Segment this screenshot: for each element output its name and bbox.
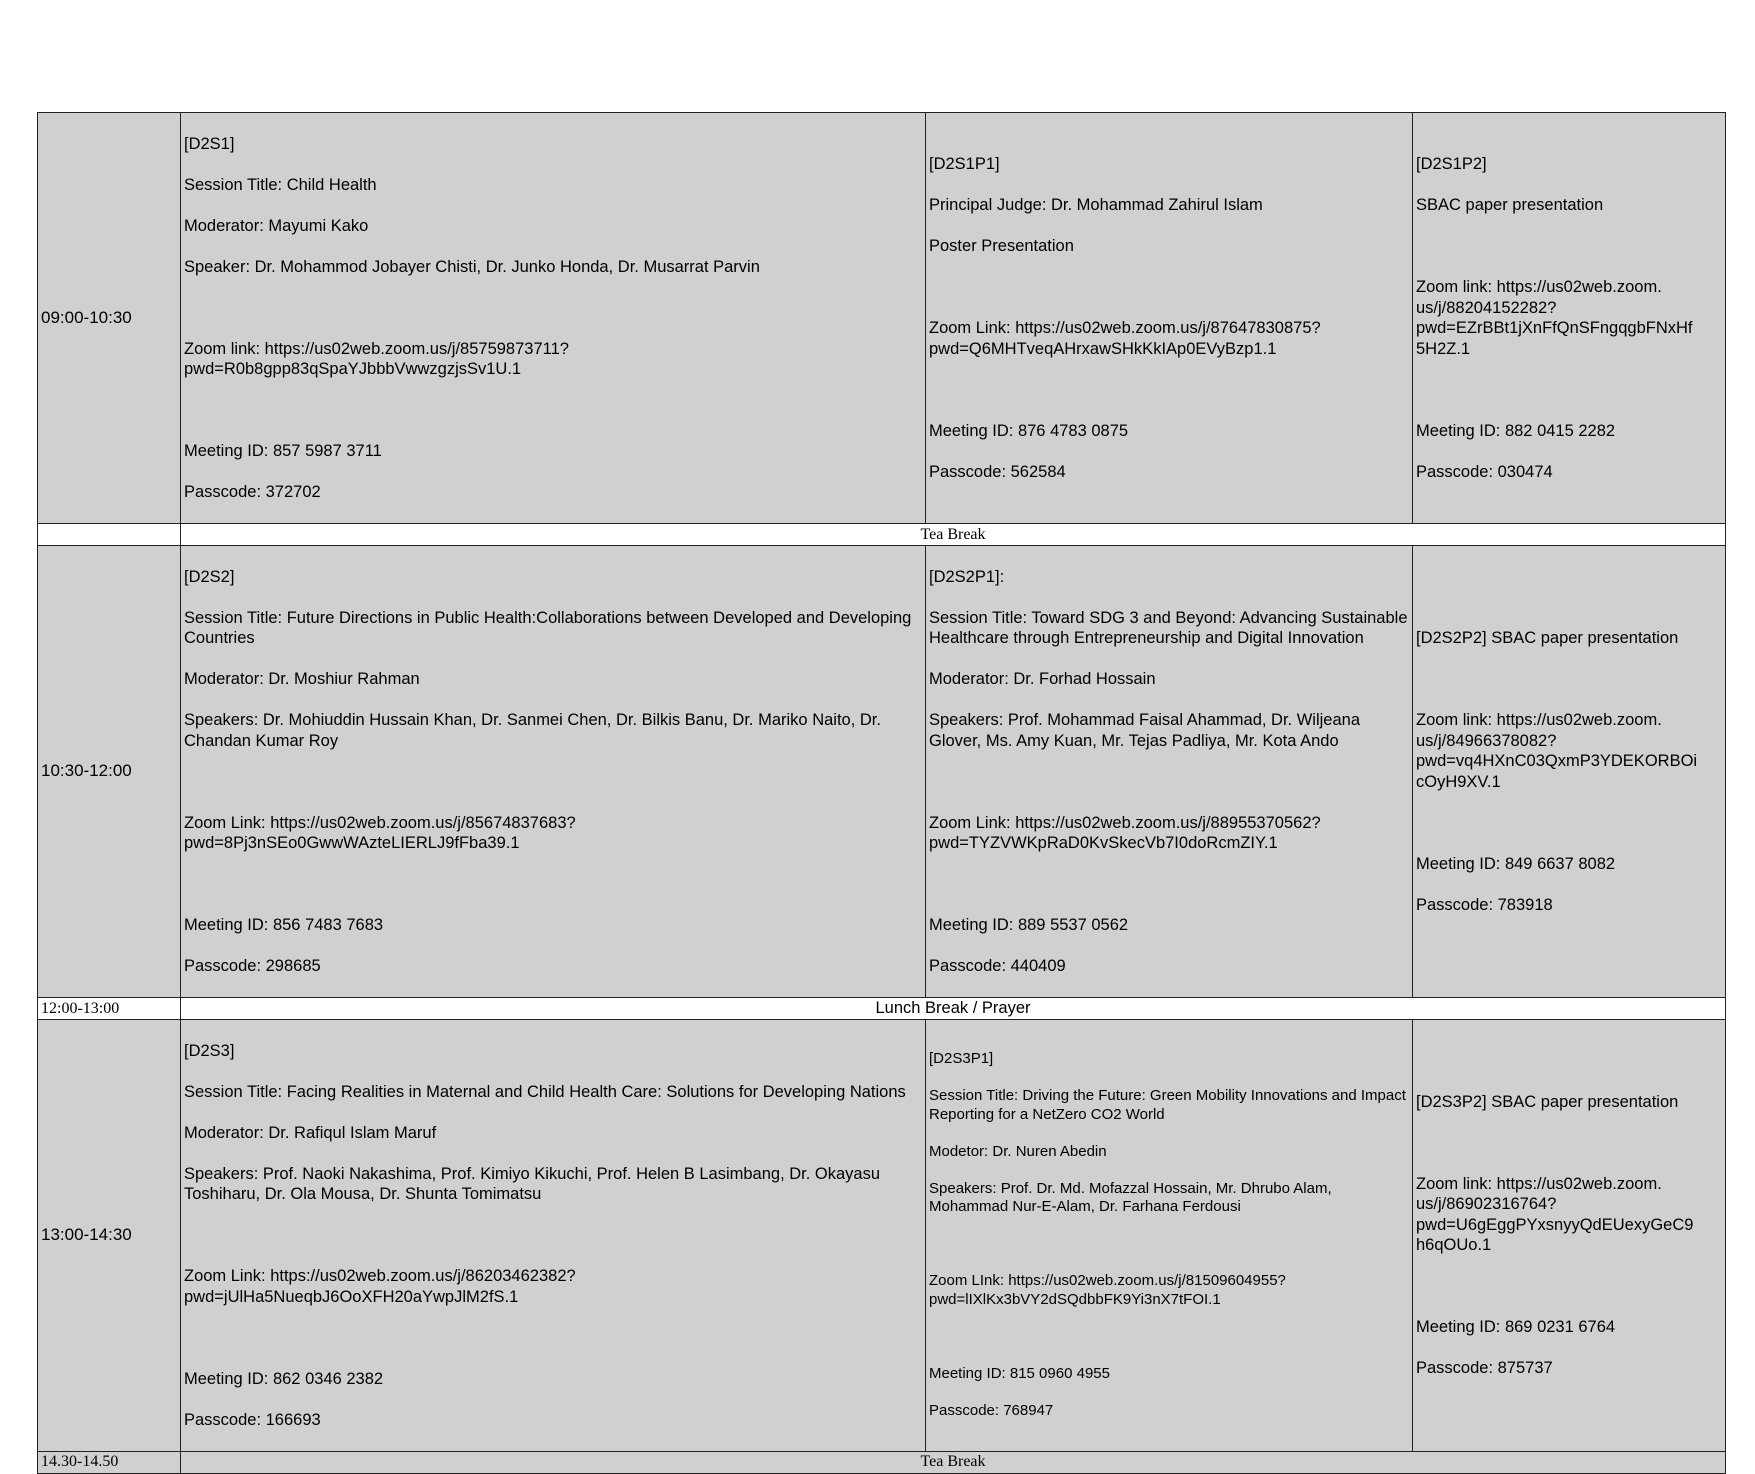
break-label: Tea Break [181, 1451, 1726, 1473]
session-title: Session Title: Future Directions in Public Health:Collaborations between Developed and Developing Countries [184, 608, 912, 647]
zoom-link[interactable]: Zoom LInk: https://us02web.zoom.us/j/81509604955? pwd=lIXlKx3bVY2dSQdbbFK9Yi3nX7tFOI.1 [929, 1272, 1286, 1308]
session-code: [D2S2P2] SBAC paper presentation [1416, 629, 1679, 647]
session-title: Session Title: Child Health [184, 175, 377, 194]
principal-judge: Principal Judge: Dr. Mohammad Zahirul Islam [929, 196, 1263, 214]
passcode: Passcode: 768947 [929, 1401, 1054, 1419]
session-cell-d2s3 [181, 1020, 926, 1452]
session-moderator: Moderator: Dr. Forhad Hossain [929, 670, 1156, 688]
meeting-id: Meeting ID: 876 4783 0875 [929, 421, 1129, 440]
meeting-id: Meeting ID: 849 6637 8082 [1416, 854, 1616, 873]
passcode: Passcode: 783918 [1416, 895, 1553, 914]
session-row-d2s3 [38, 1020, 1726, 1452]
session-moderator: Moderator: Dr. Moshiur Rahman [184, 670, 420, 688]
zoom-link[interactable]: Zoom link: https://us02web.zoom. us/j/88204152282? pwd=EZrBBt1jXnFfQnSFngqgbFNxHf 5H2Z.1 [1416, 278, 1693, 358]
passcode: Passcode: 372702 [184, 483, 321, 501]
meeting-id: Meeting ID: 862 0346 2382 [184, 1369, 384, 1388]
session-moderator: Moderator: Mayumi Kako [184, 216, 369, 235]
session-row-d2s1 [38, 113, 1726, 524]
meeting-id: Meeting ID: 856 7483 7683 [184, 916, 384, 934]
passcode: Passcode: 166693 [184, 1410, 321, 1429]
session-moderator: Moderator: Dr. Rafiqul Islam Maruf [184, 1123, 437, 1142]
session-cell-d2s2p2 [1413, 546, 1726, 998]
time-slot: 09:00-10:30 [38, 113, 181, 524]
meeting-id: Meeting ID: 869 0231 6764 [1416, 1318, 1616, 1337]
session-code: [D2S3] [184, 1041, 235, 1060]
session-moderator: Modetor: Dr. Nuren Abedin [929, 1142, 1107, 1160]
zoom-link[interactable]: Zoom link: https://us02web.zoom. us/j/86902316764? pwd=U6gEggPYxsnyyQdEUexyGeC9 h6qOUo.1 [1416, 1174, 1694, 1255]
time-slot: 12:00-13:00 [38, 998, 181, 1020]
passcode: Passcode: 875737 [1416, 1359, 1553, 1378]
program-schedule-table [37, 112, 1726, 1474]
presentation-type: Poster Presentation [929, 237, 1074, 255]
zoom-link[interactable]: Zoom Link: https://us02web.zoom.us/j/88955370562? pwd=TYZVWKpRaD0KvSkecVb7I0doRcmZIY.1 [929, 813, 1321, 852]
zoom-link[interactable]: Zoom Link: https://us02web.zoom.us/j/85674837683? pwd=8Pj3nSEo0GwwWAzteLIERLJ9fFba39.1 [184, 813, 576, 852]
session-code: [D2S1P2] [1416, 155, 1487, 173]
zoom-link[interactable]: Zoom Link: https://us02web.zoom.us/j/87647830875? pwd=Q6MHTveqAHrxawSHkKkIAp0EVyBzp1.1 [929, 319, 1321, 358]
session-code: [D2S1] [184, 134, 235, 153]
zoom-link[interactable]: Zoom link: https://us02web.zoom. us/j/84966378082? pwd=vq4HXnC03QxmP3YDEKORBOi cOyH9XV.1 [1416, 711, 1698, 791]
session-code: [D2S2P1]: [929, 567, 1005, 586]
session-title: Session Title: Facing Realities in Maternal and Child Health Care: Solutions for Developing Nations [184, 1082, 906, 1101]
passcode: Passcode: 030474 [1416, 462, 1553, 481]
session-title: Session Title: Toward SDG 3 and Beyond: Advancing Sustainable Healthcare through Entrepreneurship and Digital Innovation [929, 608, 1408, 647]
session-title: Session Title: Driving the Future: Green Mobility Innovations and Impact Reporting for a NetZero CO2 World [929, 1087, 1406, 1123]
meeting-id: Meeting ID: 857 5987 3711 [184, 442, 382, 460]
presentation-type: SBAC paper presentation [1416, 196, 1604, 214]
meeting-id: Meeting ID: 889 5537 0562 [929, 916, 1129, 934]
zoom-link[interactable]: Zoom Link: https://us02web.zoom.us/j/86203462382? pwd=jUlHa5NueqbJ6OoXFH20aYwpJlM2fS.1 [184, 1267, 576, 1306]
session-speakers: Speakers: Prof. Dr. Md. Mofazzal Hossain, Mr. Dhrubo Alam, Mohammad Nur-E-Alam, Dr. Farhana Ferdousi [929, 1179, 1332, 1216]
session-cell-d2s2p1 [926, 546, 1413, 998]
break-row-tea-1 [38, 524, 1726, 546]
meeting-id: Meeting ID: 882 0415 2282 [1416, 421, 1616, 440]
break-row-tea-2 [38, 1451, 1726, 1473]
zoom-link[interactable]: Zoom link: https://us02web.zoom.us/j/85759873711? pwd=R0b8gpp83qSpaYJbbbVwwzgzjsSv1U.1 [184, 339, 569, 378]
session-cell-d2s1p2 [1413, 113, 1726, 524]
time-slot: 13:00-14:30 [38, 1020, 181, 1452]
break-label: Tea Break [181, 524, 1726, 546]
meeting-id: Meeting ID: 815 0960 4955 [929, 1364, 1110, 1382]
time-slot [38, 524, 181, 546]
passcode: Passcode: 562584 [929, 462, 1066, 481]
session-cell-d2s1 [181, 113, 926, 524]
session-speakers: Speakers: Prof. Naoki Nakashima, Prof. Kimiyo Kikuchi, Prof. Helen B Lasimbang, Dr. Okayasu Toshiharu, Dr. Ola Mousa, Dr. Shunta Tomimatsu [184, 1164, 881, 1203]
session-code: [D2S3P2] SBAC paper presentation [1416, 1092, 1679, 1111]
break-row-lunch [38, 998, 1726, 1020]
session-cell-d2s1p1 [926, 113, 1413, 524]
session-cell-d2s2 [181, 546, 926, 998]
time-slot: 14.30-14.50 [38, 1451, 181, 1473]
session-code: [D2S2] [184, 567, 235, 586]
session-speakers: Speaker: Dr. Mohammod Jobayer Chisti, Dr. Junko Honda, Dr. Musarrat Parvin [184, 257, 760, 276]
session-speakers: Speakers: Dr. Mohiuddin Hussain Khan, Dr. Sanmei Chen, Dr. Bilkis Banu, Dr. Mariko Naito, Dr. Chandan Kumar Roy [184, 711, 881, 750]
session-cell-d2s3p1 [926, 1020, 1413, 1452]
break-label: Lunch Break / Prayer [181, 998, 1726, 1020]
session-speakers: Speakers: Prof. Mohammad Faisal Ahammad, Dr. Wiljeana Glover, Ms. Amy Kuan, Mr. Tejas Padliya, Mr. Kota Ando [929, 711, 1361, 750]
passcode: Passcode: 440409 [929, 957, 1066, 975]
session-code: [D2S3P1] [929, 1050, 994, 1068]
session-code: [D2S1P1] [929, 155, 1000, 173]
session-row-d2s2 [38, 546, 1726, 998]
passcode: Passcode: 298685 [184, 957, 321, 975]
session-cell-d2s3p2 [1413, 1020, 1726, 1452]
time-slot: 10:30-12:00 [38, 546, 181, 998]
